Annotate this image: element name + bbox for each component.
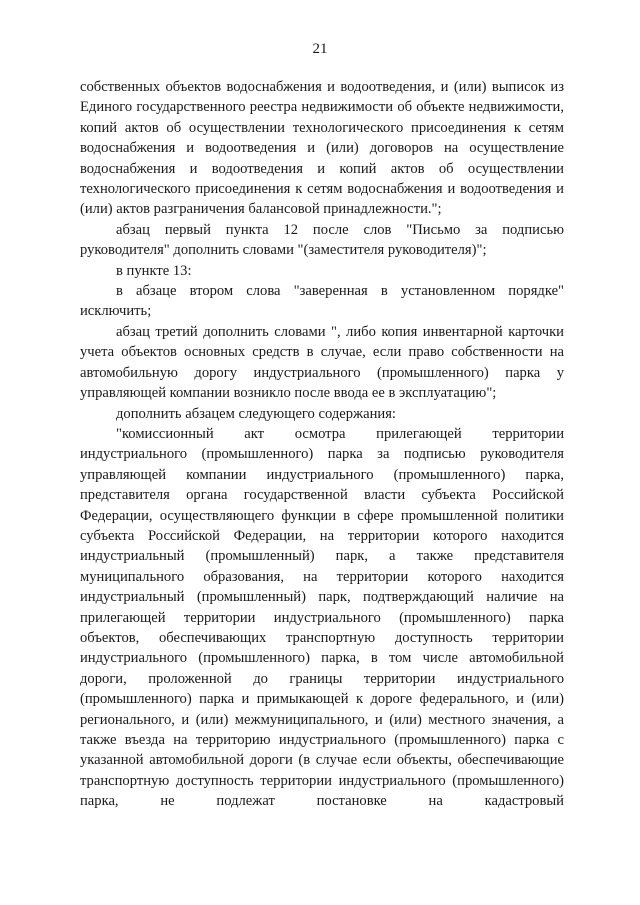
paragraph-paragraph-12-amendment: абзац первый пункта 12 после слов "Письмо за подписью руководителя" дополнить словами "(заместителя руководителя)"; bbox=[80, 221, 564, 259]
paragraph-point-13-second-abzac: в абзаце втором слова "заверенная в установленном порядке" исключить; bbox=[80, 283, 564, 320]
document-body bbox=[80, 77, 564, 812]
paragraph-commission-act: "комиссионный акт осмотра прилегающей территории индустриального (промышленного) парка за подписью руководителя управляющей компании индустриального (промышленного) парка, представителя органа государственной власти субъекта Российской Федерации, осуществляющего функции в сфере промышленной политики субъекта Российской Федерации, на территории которого находится индустриальный (промышленный) парк, а также представителя муниципального образования, на территории которого находится индустриальный (промышленный) парк, подтверждающий наличие на прилегающей территории индустриального (промышленного) парка объектов, обеспечивающих транспортную доступность территории индустриального (промышленного) парка, в том числе автомобильной дороги, проложенной до границы территории индустриального (промышленного) парка и примыкающей к дороге федерального, и (или) регионального, и (или) межмуниципального, и (или) местного значения, а также въезда на территорию индустриального (промышленного) парка с указанной автомобильной дороги (в случае если объекты, обеспечивающие транспортную доступность территории индустриального (промышленного) парка, не подлежат постановке на кадастровый bbox=[80, 425, 564, 810]
paragraph-point-13-heading: в пункте 13: bbox=[116, 262, 192, 279]
paragraph-point-13-third-abzac: абзац третий дополнить словами ", либо копия инвентарной карточки учета объектов основных средств в случае, если право собственности на автомобильную дорогу индустриального (промышленного) парка у управляющей компании возникло после ввода ее в эксплуатацию"; bbox=[80, 323, 564, 402]
paragraph-add-abzac: дополнить абзацем следующего содержания: bbox=[116, 405, 396, 422]
page-number: 21 bbox=[312, 41, 328, 57]
paragraph-continuation: собственных объектов водоснабжения и водоотведения, и (или) выписок из Единого государственного реестра недвижимости об объекте недвижимости, копий актов об осуществлении технологического присоединения к сетям водоснабжения и водоотведения и (или) договоров на осуществление водоснабжения и водоотведения и копий актов об осуществлении технологического присоединения к сетям водоснабжения и водоотведения и (или) актов разграничения балансовой принадлежности."; bbox=[80, 79, 564, 218]
